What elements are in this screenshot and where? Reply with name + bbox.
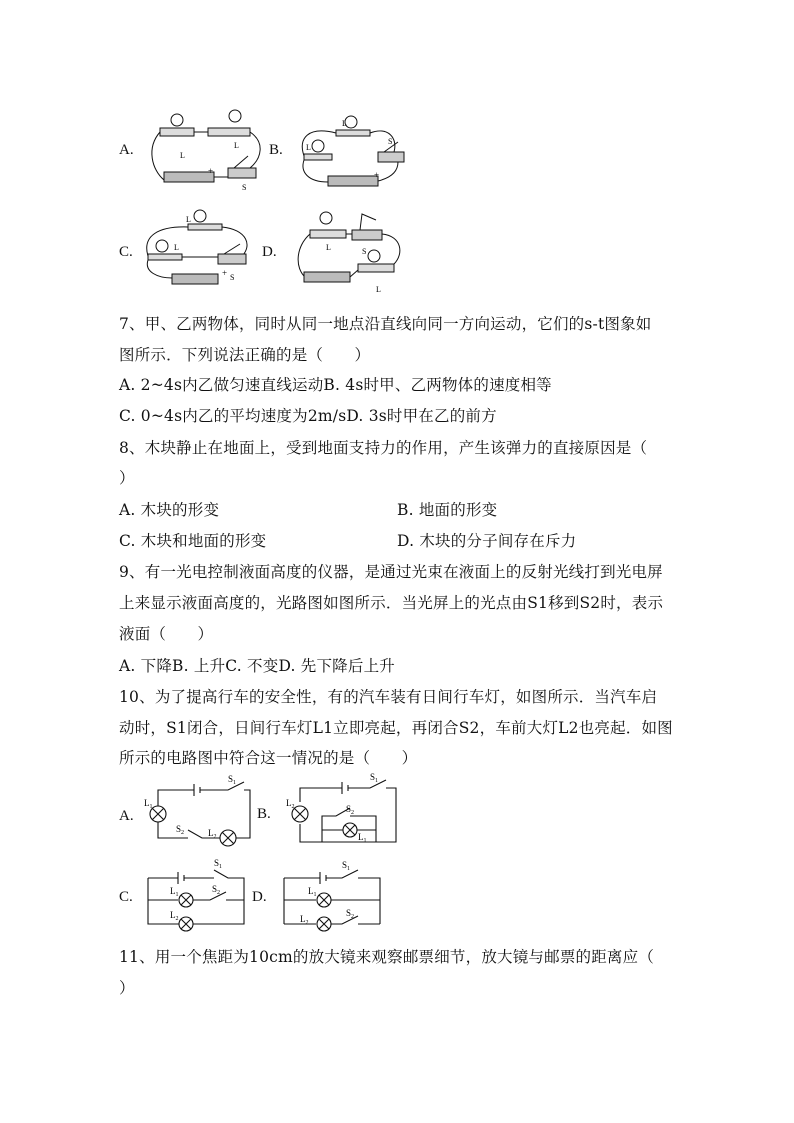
- q7-options-line-1: A. 2~4s内乙做匀速直线运动B. 4s时甲、乙两物体的速度相等: [119, 376, 552, 394]
- q7-options-line-2: C. 0~4s内乙的平均速度为2m/sD. 3s时甲在乙的前方: [119, 407, 497, 425]
- q10-option-c-label: C.: [119, 889, 133, 905]
- q6c-l2-label: L: [186, 215, 191, 224]
- q10d-s1-label: $S_1$: [342, 860, 351, 872]
- q6c-l1-label: L: [174, 243, 179, 252]
- q10b-l1-label: $L_1$: [358, 832, 367, 844]
- q10a-l2-label: $L_2$: [208, 828, 217, 840]
- q8-option-d: D. 木块的分子间存在斥力: [397, 532, 577, 550]
- q6d-l1-label: L: [326, 243, 331, 252]
- q10c-s2-label: $S_2$: [212, 884, 221, 896]
- q6-circuit-diagram-d: [290, 206, 415, 298]
- q10-option-b-label: B.: [257, 806, 271, 822]
- q9-stem-line-3: 液面（ ）: [119, 625, 214, 643]
- q10c-s1-label: $S_1$: [214, 858, 223, 870]
- q9-options-line: A. 下降B. 上升C. 不变D. 先下降后上升: [119, 657, 395, 675]
- q6b-l2-label: L: [306, 143, 311, 152]
- q6-option-a-label: A.: [119, 142, 134, 158]
- q10a-s2-label: $S_2$: [176, 824, 185, 836]
- q11-stem-line-1: 11、用一个焦距为10cm的放大镜来观察邮票细节，放大镜与邮票的距离应（: [119, 948, 655, 966]
- q8-stem-line-2: ）: [119, 469, 135, 487]
- q6-option-c-label: C.: [119, 244, 133, 260]
- q10-stem-line-3: 所示的电路图中符合这一情况的是（ ）: [119, 749, 418, 767]
- q9-stem-line-2: 上来显示液面高度的，光路图如图所示．当光屏上的光点由S1移到S2时，表示: [119, 594, 664, 612]
- q10c-l1-label: $L_1$: [170, 886, 179, 898]
- q10c-l2-label: $L_2$: [170, 910, 179, 922]
- q10-stem-line-1: 10、为了提高行车的安全性，有的汽车装有日间行车灯，如图所示．当汽车启: [119, 688, 658, 706]
- q11-stem-line-2: ）: [119, 979, 135, 997]
- q6b-plus: +: [374, 170, 380, 180]
- q6c-plus: +: [222, 268, 228, 278]
- q6-option-d-label: D.: [262, 244, 277, 260]
- q10d-l2-label: $L_2$: [300, 914, 309, 926]
- q8-option-c: C. 木块和地面的形变: [119, 532, 267, 550]
- q6a-l1-label: L: [180, 151, 185, 160]
- q10b-s2-label: $S_2$: [346, 804, 355, 816]
- q10a-s1-label: $S_1$: [228, 774, 237, 786]
- q8-option-b: B. 地面的形变: [397, 501, 498, 519]
- q6d-s-label: S: [362, 247, 367, 256]
- q10-stem-line-2: 动时，S1闭合，日间行车灯L1立即亮起，再闭合S2，车前大灯L2也亮起．如图: [119, 719, 673, 737]
- q10d-l1-label: $L_1$: [308, 886, 317, 898]
- q6d-l2-label: L: [376, 285, 381, 294]
- q10-option-a-label: A.: [119, 808, 134, 824]
- q6b-s-label: S: [388, 137, 393, 146]
- q6c-s-label: S: [230, 273, 235, 282]
- q7-stem-line-1: 7、甲、乙两物体，同时从同一地点沿直线向同一方向运动，它们的s-t图象如: [119, 315, 652, 333]
- q8-option-a: A. 木块的形变: [119, 501, 220, 519]
- q6-circuit-diagram-a: [150, 108, 265, 193]
- q10d-s2-label: $S_2$: [346, 908, 355, 920]
- q10-option-d-label: D.: [252, 889, 267, 905]
- q10b-s1-label: $S_1$: [370, 772, 379, 784]
- q6-circuit-diagram-c: [138, 206, 258, 291]
- q7-stem-line-2: 图所示．下列说法正确的是（ ）: [119, 346, 371, 364]
- q10-circuit-d: [280, 856, 392, 932]
- q6a-s-label: S: [242, 183, 247, 192]
- q6-circuit-diagram-b: [298, 112, 413, 192]
- q6b-l1-label: L: [342, 119, 347, 128]
- q8-stem-line-1: 8、木块静止在地面上，受到地面支持力的作用，产生该弹力的直接原因是（: [119, 439, 648, 457]
- q10b-l2-label: $L_2$: [286, 798, 295, 810]
- q6a-plus: +: [208, 166, 214, 176]
- q10-circuit-a: [146, 774, 258, 850]
- q9-stem-line-1: 9、有一光电控制液面高度的仪器，是通过光束在液面上的反射光线打到光电屏: [119, 563, 663, 581]
- q10a-l1-label: $L_1$: [144, 798, 153, 810]
- q10-circuit-c: [144, 856, 256, 932]
- q6-option-b-label: B.: [269, 142, 283, 158]
- q10-circuit-b: [286, 772, 402, 852]
- q6a-l2-label: L: [234, 141, 239, 150]
